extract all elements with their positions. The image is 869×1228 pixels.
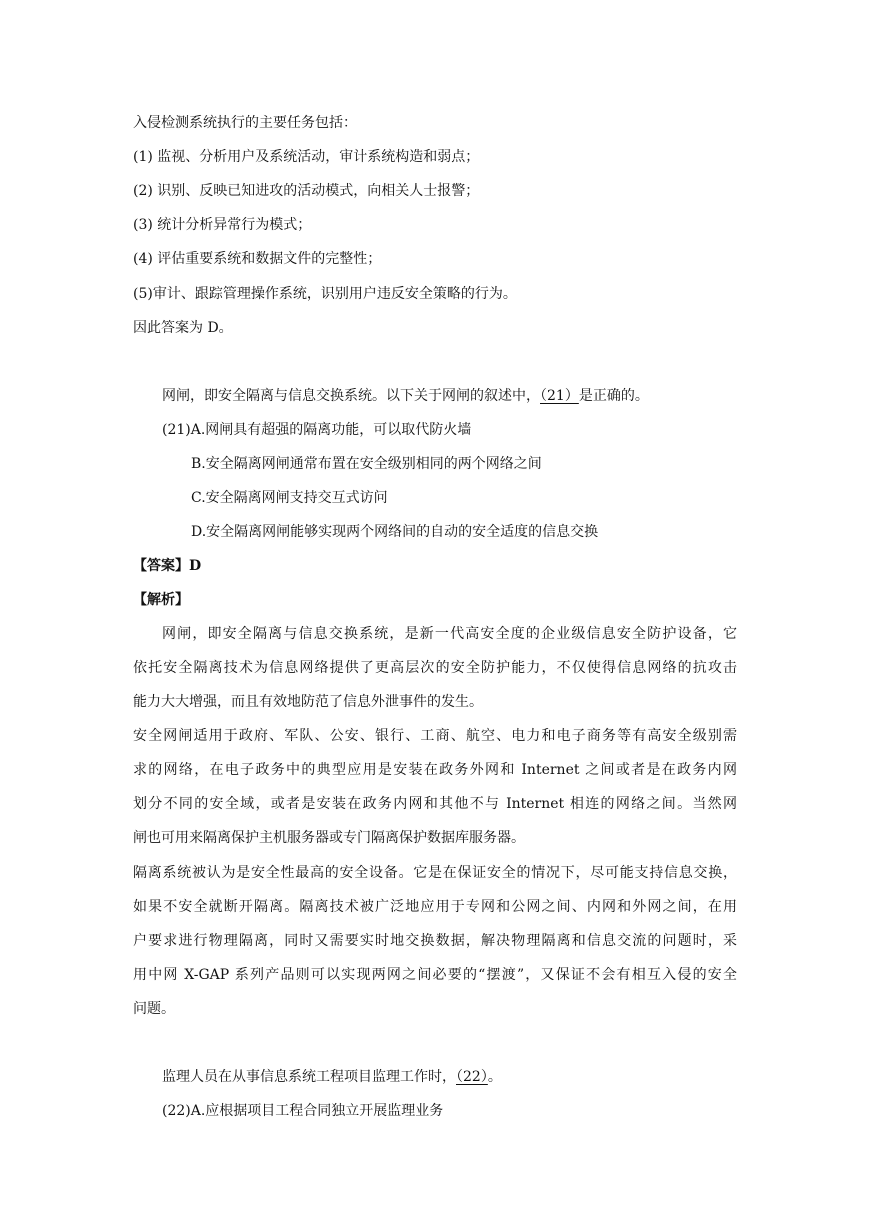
analysis-line: 问题。 — [133, 1001, 175, 1017]
analysis-line: 闸也可用来隔离保护主机服务器或专门隔离保护数据库服务器。 — [133, 830, 525, 846]
analysis-line: 网闸，即安全隔离与信息交换系统，是新一代高安全度的企业级信息安全防护设备，它 — [162, 626, 737, 642]
analysis-label: 【解析】 — [133, 592, 189, 608]
intro-item-2: (2) 识别、反映已知进攻的活动模式，向相关人士报警； — [133, 183, 480, 199]
intro-item-1: (1) 监视、分析用户及系统活动，审计系统构造和弱点； — [133, 149, 480, 165]
analysis-line: 户要求进行物理隔离，同时又需要实时地交换数据，解决物理隔离和信息交流的问题时，采 — [133, 933, 737, 949]
q21-option-c: C.安全隔离网闸支持交互式访问 — [191, 490, 388, 506]
intro-item-5: (5)审计、跟踪管理操作系统，识别用户违反安全策略的行为。 — [133, 286, 517, 302]
q22-blank: （22） — [456, 1069, 488, 1085]
analysis-line: 隔离系统被认为是安全性最高的安全设备。它是在保证安全的情况下，尽可能支持信息交换， — [133, 865, 737, 881]
analysis-line: 划分不同的安全域，或者是安装在政务内网和其他不与 Internet 相连的网络之间。当然网 — [133, 796, 737, 812]
answer-value: D — [189, 558, 202, 574]
analysis-line: 能力大大增强，而且有效地防范了信息外泄事件的发生。 — [133, 694, 483, 710]
analysis-line: 依托安全隔离技术为信息网络提供了更高层次的安全防护能力，不仅使得信息网络的抗攻击 — [133, 660, 737, 676]
q22-stem-before: 监理人员在从事信息系统工程项目监理工作时， — [162, 1069, 456, 1085]
q21-stem-before: 网闸，即安全隔离与信息交换系统。以下关于网闸的叙述中， — [162, 388, 540, 404]
q21-blank: （21） — [540, 388, 579, 404]
intro-item-3: (3) 统计分析异常行为模式； — [133, 217, 312, 233]
intro-conclusion: 因此答案为 D。 — [133, 320, 233, 336]
analysis-line: 用中网 X-GAP 系列产品则可以实现两网之间必要的“摆渡”，又保证不会有相互入侵的安全 — [133, 967, 737, 983]
intro-heading: 入侵检测系统执行的主要任务包括： — [133, 115, 357, 131]
intro-item-4: (4) 评估重要系统和数据文件的完整性； — [133, 251, 382, 267]
q22-stem-after: 。 — [487, 1069, 502, 1085]
q21-stem — [162, 386, 649, 406]
q21-option-d: D.安全隔离网闸能够实现两个网络间的自动的安全适度的信息交换 — [191, 524, 599, 540]
q21-stem-after: 是正确的。 — [578, 388, 649, 404]
answer-label: 【答案】 — [133, 558, 189, 574]
q22-stem — [162, 1067, 502, 1087]
analysis-line: 求的网络，在电子政务中的典型应用是安装在政务外网和 Internet 之间或者是在政务内网 — [133, 762, 737, 778]
q21-option-a: (21)A.网闸具有超强的隔离功能，可以取代防火墙 — [162, 422, 472, 438]
q21-option-b: B.安全隔离网闸通常布置在安全级别相同的两个网络之间 — [191, 456, 542, 472]
analysis-line: 如果不安全就断开隔离。隔离技术被广泛地应用于专网和公网之间、内网和外网之间，在用 — [133, 899, 737, 915]
q22-option-a: (22)A.应根据项目工程合同独立开展监理业务 — [162, 1103, 444, 1119]
analysis-line: 安全网闸适用于政府、军队、公安、银行、工商、航空、电力和电子商务等有高安全级别需 — [133, 728, 737, 744]
q21-answer — [133, 556, 201, 576]
